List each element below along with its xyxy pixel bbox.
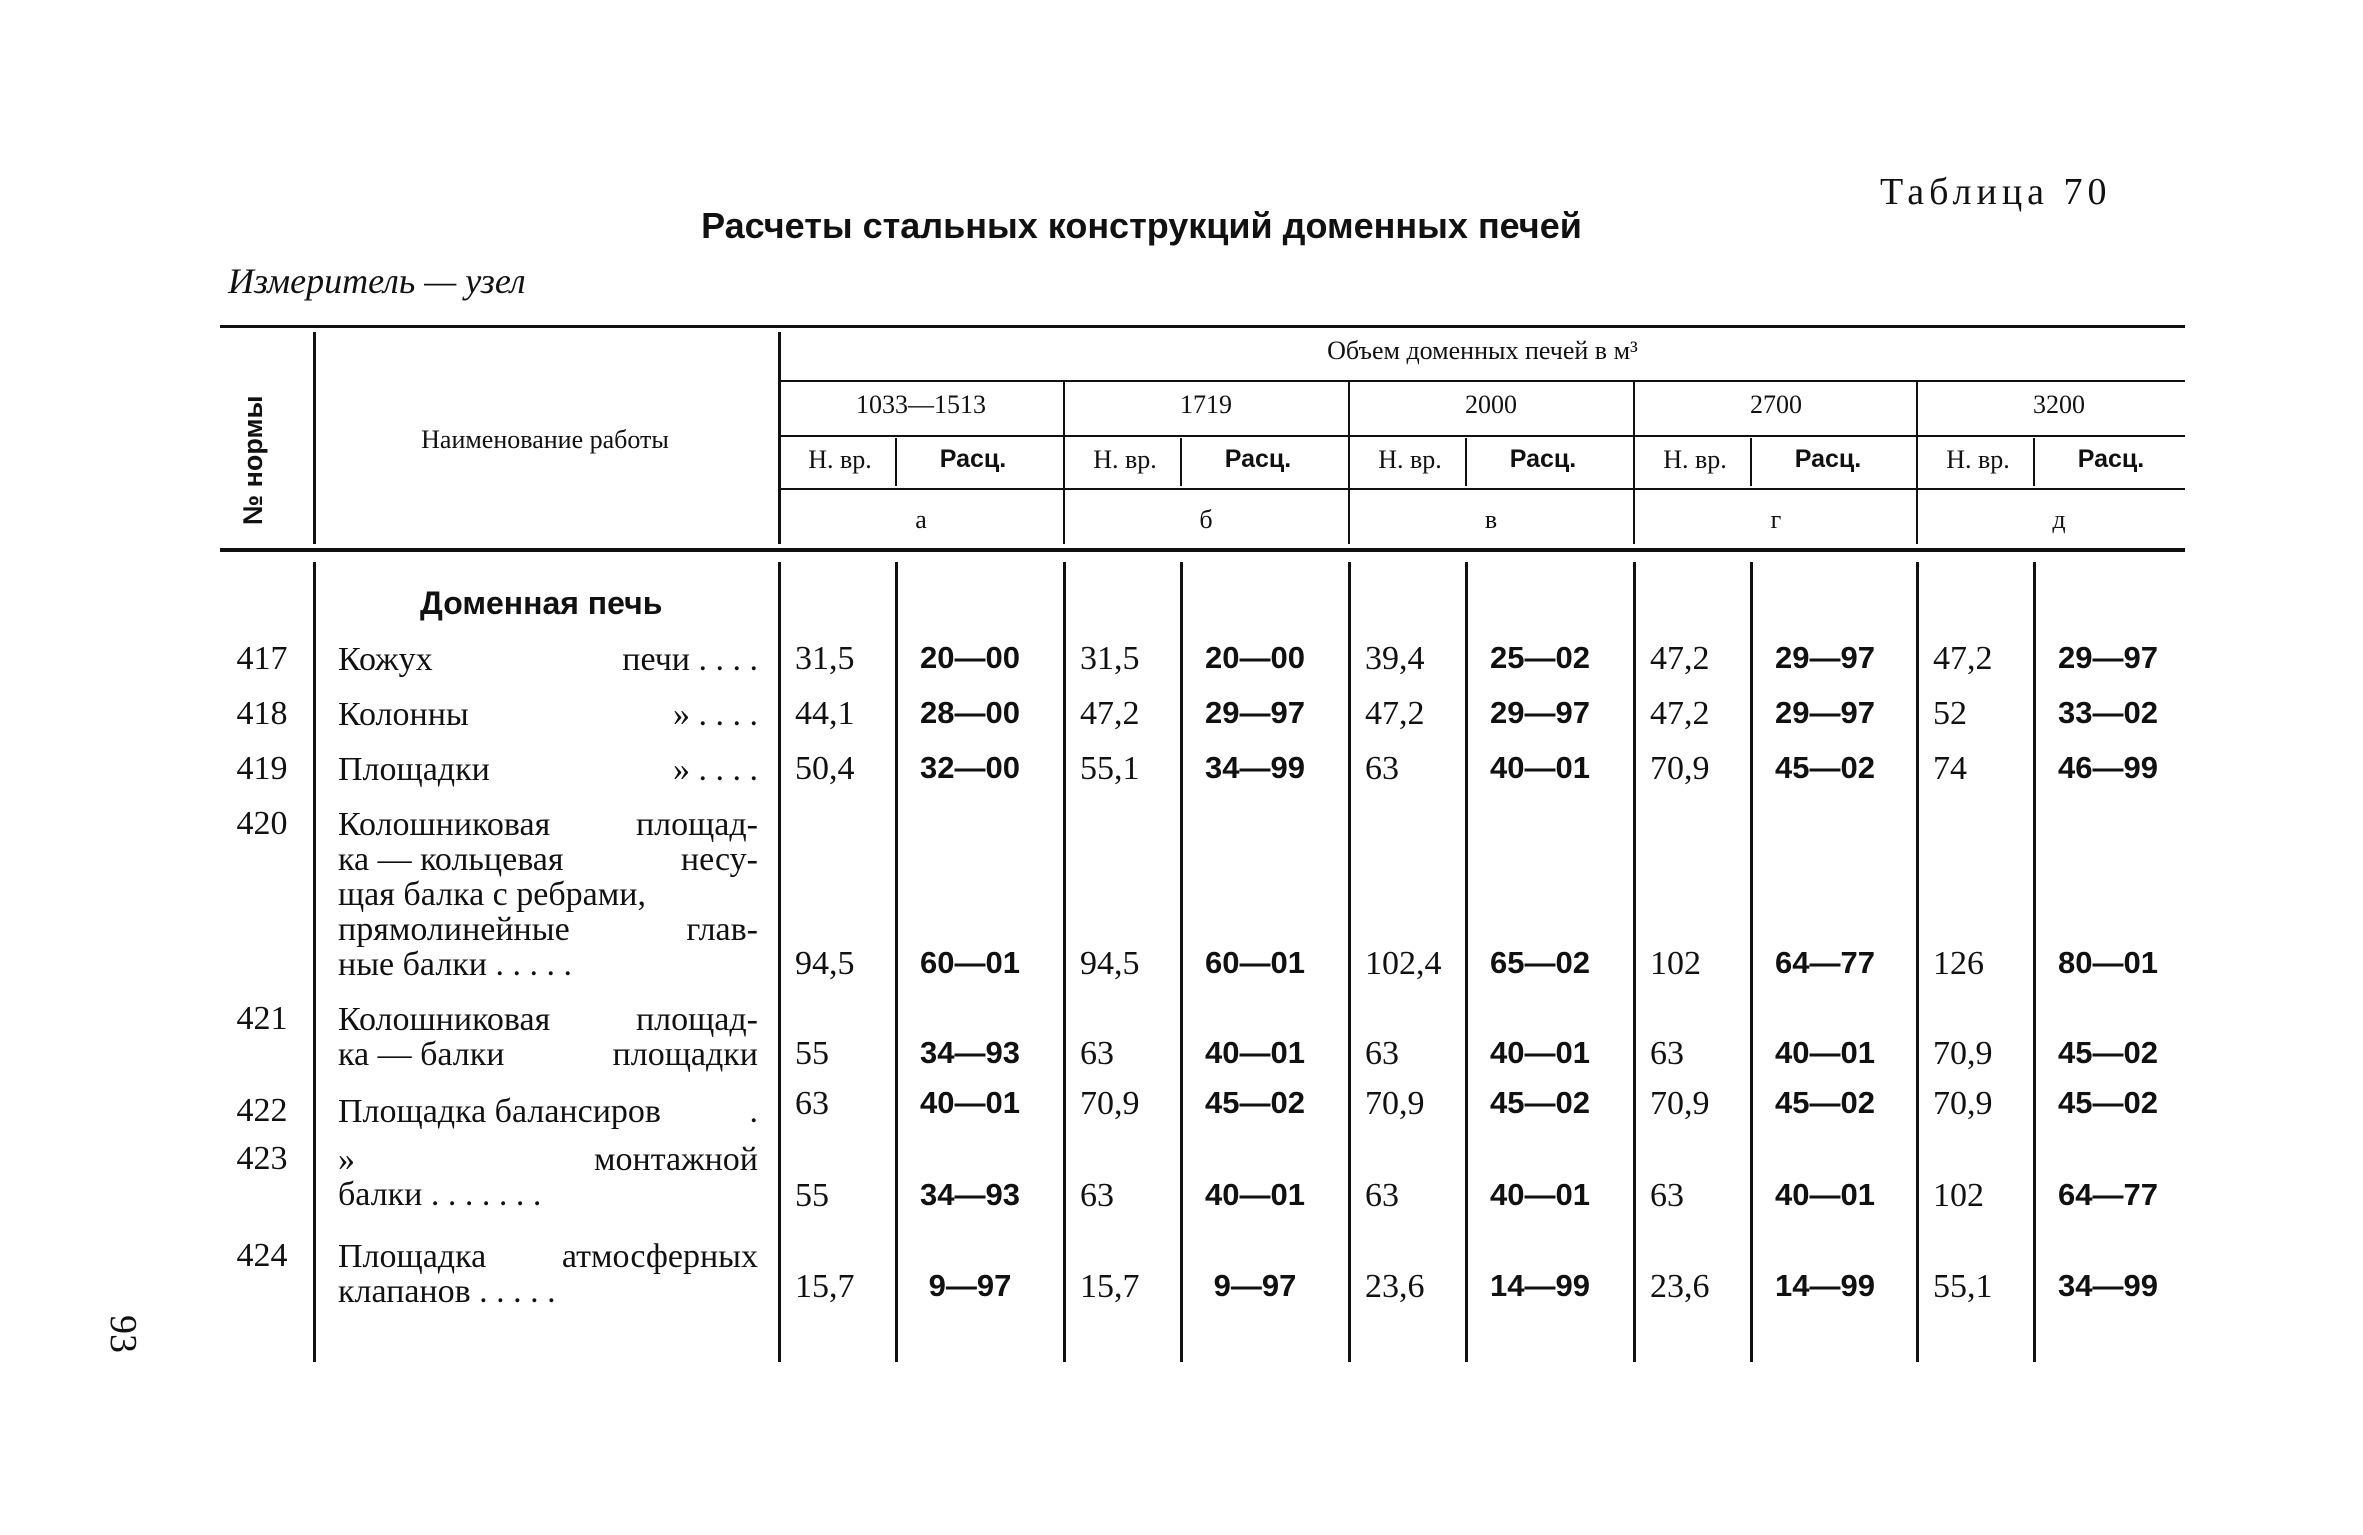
work-name-part: площад- xyxy=(635,806,758,843)
hvr-header: Н. вр. xyxy=(1093,445,1157,474)
time-norm-value: 63 xyxy=(1080,1035,1114,1072)
time-norm-value: 70,9 xyxy=(1080,1085,1140,1122)
hvr-header: Н. вр. xyxy=(1378,445,1442,474)
rate-value: 29—97 xyxy=(1775,640,1875,675)
work-name-part: глав- xyxy=(686,911,758,948)
work-name-line xyxy=(338,1002,758,1037)
time-norm-value: 63 xyxy=(1365,1177,1399,1214)
measure-unit: Измеритель — узел xyxy=(228,261,526,301)
volume-group-header: Объем доменных печей в м³ xyxy=(1327,336,1638,365)
work-name-line xyxy=(338,642,758,677)
work-name xyxy=(338,1002,758,1072)
time-norm-value: 63 xyxy=(1365,1035,1399,1072)
rate-value: 9—97 xyxy=(1213,1268,1297,1303)
work-name-line xyxy=(338,1142,758,1177)
time-norm-value: 55 xyxy=(795,1177,829,1214)
work-name-line xyxy=(338,1037,758,1072)
time-norm-value: 63 xyxy=(1650,1177,1684,1214)
time-norm-value: 31,5 xyxy=(1080,640,1140,677)
time-norm-value: 31,5 xyxy=(795,640,855,677)
norm-column-header: № нормы xyxy=(238,395,268,525)
work-name-part: Колошниковая xyxy=(338,1001,551,1038)
column-letter: а xyxy=(915,505,927,534)
rate-value: 46—99 xyxy=(2058,750,2158,785)
volume-header: 2700 xyxy=(1750,390,1802,419)
time-norm-value: 47,2 xyxy=(1650,695,1710,732)
rate-value: 9—97 xyxy=(928,1268,1012,1303)
time-norm-value: 126 xyxy=(1933,945,1984,982)
rate-value: 60—01 xyxy=(920,945,1020,980)
rate-value: 29—97 xyxy=(1775,695,1875,730)
body-divider-name xyxy=(313,562,316,1362)
work-name-part: клапанов . . . . . xyxy=(338,1273,556,1310)
rate-value: 40—01 xyxy=(1205,1035,1305,1070)
time-norm-value: 44,1 xyxy=(795,695,855,732)
rate-value: 29—97 xyxy=(2058,640,2158,675)
table-label: Таблица 70 xyxy=(1880,171,2112,213)
time-norm-value: 55,1 xyxy=(1933,1268,1993,1305)
rate-value: 45—02 xyxy=(1490,1085,1590,1120)
work-name-line xyxy=(338,1177,758,1212)
time-norm-value: 23,6 xyxy=(1365,1268,1425,1305)
work-name xyxy=(338,1142,758,1212)
group-divider xyxy=(1348,382,1350,544)
work-name xyxy=(338,1094,758,1129)
rate-value: 29—97 xyxy=(1490,695,1590,730)
norm-number: 422 xyxy=(236,1092,288,1129)
work-name-part: площад- xyxy=(635,1001,758,1038)
time-norm-value: 47,2 xyxy=(1365,695,1425,732)
time-norm-value: 70,9 xyxy=(1650,750,1710,787)
time-norm-value: 94,5 xyxy=(1080,945,1140,982)
norm-number: 419 xyxy=(236,750,288,787)
work-name-part: Колонны xyxy=(338,696,469,733)
work-name-part: печи . . . . xyxy=(622,641,758,678)
work-name-line xyxy=(338,1094,758,1129)
rate-value: 34—93 xyxy=(920,1035,1020,1070)
work-name-part: щая балка с ребрами, xyxy=(338,876,646,913)
time-norm-value: 55,1 xyxy=(1080,750,1140,787)
group-divider xyxy=(1633,382,1635,544)
time-norm-value: 52 xyxy=(1933,695,1967,732)
work-name-part: Площадка xyxy=(338,1238,487,1275)
rate-value: 45—02 xyxy=(2058,1085,2158,1120)
time-norm-value: 15,7 xyxy=(1080,1268,1140,1305)
work-name-line xyxy=(338,697,758,732)
time-norm-value: 102 xyxy=(1933,1177,1984,1214)
work-name-part: прямолинейные xyxy=(338,911,570,948)
time-norm-value: 23,6 xyxy=(1650,1268,1710,1305)
time-norm-value: 39,4 xyxy=(1365,640,1425,677)
volume-header: 1719 xyxy=(1180,390,1232,419)
rate-value: 45—02 xyxy=(2058,1035,2158,1070)
subcolumn-divider xyxy=(2033,438,2035,486)
group-rule xyxy=(780,380,2185,382)
rate-value: 34—99 xyxy=(2058,1268,2158,1303)
rasc-header: Расц. xyxy=(1794,445,1862,473)
time-norm-value: 94,5 xyxy=(795,945,855,982)
rate-value: 45—02 xyxy=(1205,1085,1305,1120)
rate-value: 14—99 xyxy=(1490,1268,1590,1303)
work-name-part: Площадки xyxy=(338,751,490,788)
body-group-divider xyxy=(1633,562,1636,1362)
work-name-part: площадки xyxy=(612,1036,758,1073)
work-name-part: ка — балки xyxy=(338,1036,505,1073)
volume-header: 2000 xyxy=(1465,390,1517,419)
time-norm-value: 70,9 xyxy=(1933,1035,1993,1072)
work-name-line xyxy=(338,947,758,982)
norm-number: 417 xyxy=(236,640,288,677)
work-name-line xyxy=(338,877,758,912)
volume-rule xyxy=(780,435,2185,437)
work-name-part: монтажной xyxy=(594,1141,758,1178)
norm-number: 424 xyxy=(236,1237,288,1274)
rate-value: 65—02 xyxy=(1490,945,1590,980)
work-name-part: Колошниковая xyxy=(338,806,551,843)
time-norm-value: 102 xyxy=(1650,945,1701,982)
rate-value: 28—00 xyxy=(920,695,1020,730)
subheader-rule xyxy=(780,488,2185,490)
rate-value: 32—00 xyxy=(920,750,1020,785)
rate-value: 34—99 xyxy=(1205,750,1305,785)
time-norm-value: 50,4 xyxy=(795,750,855,787)
rate-value: 40—01 xyxy=(1490,1035,1590,1070)
work-name-part: атмосферных xyxy=(561,1238,758,1275)
time-norm-value: 70,9 xyxy=(1365,1085,1425,1122)
time-norm-value: 70,9 xyxy=(1650,1085,1710,1122)
body-group-divider xyxy=(1063,562,1066,1362)
work-name-line xyxy=(338,912,758,947)
table-top-rule xyxy=(220,325,2185,328)
rate-value: 25—02 xyxy=(1490,640,1590,675)
work-name xyxy=(338,1239,758,1309)
body-group-divider xyxy=(778,562,781,1362)
subcolumn-divider xyxy=(1180,438,1182,486)
rate-value: 29—97 xyxy=(1205,695,1305,730)
work-name-line xyxy=(338,842,758,877)
rate-value: 34—93 xyxy=(920,1177,1020,1212)
work-name-part: балки . . . . . . . xyxy=(338,1176,542,1213)
hvr-header: Н. вр. xyxy=(808,445,872,474)
time-norm-value: 15,7 xyxy=(795,1268,855,1305)
rate-value: 60—01 xyxy=(1205,945,1305,980)
work-name-part: » . . . . xyxy=(673,751,758,788)
group-divider xyxy=(1063,382,1065,544)
work-name xyxy=(338,642,758,677)
time-norm-value: 63 xyxy=(1650,1035,1684,1072)
name-column-header: Наименование работы xyxy=(421,425,669,454)
work-name-part: ка — кольцевая xyxy=(338,841,564,878)
subcolumn-divider xyxy=(1750,438,1752,486)
volume-header: 3200 xyxy=(2033,390,2085,419)
norm-number: 420 xyxy=(236,805,288,842)
rate-value: 40—01 xyxy=(920,1085,1020,1120)
rasc-header: Расц. xyxy=(939,445,1007,473)
norm-number: 421 xyxy=(236,1000,288,1037)
work-name-line xyxy=(338,807,758,842)
column-letter: д xyxy=(2052,505,2066,534)
rate-value: 45—02 xyxy=(1775,750,1875,785)
rate-value: 45—02 xyxy=(1775,1085,1875,1120)
body-group-divider xyxy=(1348,562,1351,1362)
work-name-part: » xyxy=(338,1141,355,1178)
rate-value: 20—00 xyxy=(920,640,1020,675)
rate-value: 64—77 xyxy=(2058,1177,2158,1212)
work-name-part: ные балки . . . . . xyxy=(338,946,572,983)
volume-header: 1033—1513 xyxy=(856,390,986,419)
page-title: Расчеты стальных конструкций доменных печей xyxy=(701,205,1582,246)
work-name-line xyxy=(338,1239,758,1274)
rate-value: 64—77 xyxy=(1775,945,1875,980)
header-divider-name xyxy=(313,332,316,544)
time-norm-value: 102,4 xyxy=(1365,945,1442,982)
body-group-divider xyxy=(1916,562,1919,1362)
work-name-part: » . . . . xyxy=(673,696,758,733)
work-name-part: Площадка балансиров xyxy=(338,1093,661,1130)
subcolumn-divider xyxy=(895,438,897,486)
work-name xyxy=(338,807,758,982)
rate-value: 40—01 xyxy=(1490,1177,1590,1212)
work-name xyxy=(338,697,758,732)
work-name-line xyxy=(338,752,758,787)
page-number: 93 xyxy=(102,1315,144,1353)
column-letter: г xyxy=(1770,505,1782,534)
time-norm-value: 47,2 xyxy=(1650,640,1710,677)
work-name-part: несу- xyxy=(680,841,758,878)
work-name-part: Кожух xyxy=(338,641,433,678)
work-name xyxy=(338,752,758,787)
rasc-header: Расц. xyxy=(1224,445,1292,473)
norm-number: 418 xyxy=(236,695,288,732)
rate-value: 40—01 xyxy=(1775,1035,1875,1070)
subcolumn-divider xyxy=(1465,438,1467,486)
group-divider xyxy=(1916,382,1918,544)
section-heading: Доменная печь xyxy=(420,585,663,621)
time-norm-value: 63 xyxy=(1080,1177,1114,1214)
work-name-line xyxy=(338,1274,758,1309)
rate-value: 80—01 xyxy=(2058,945,2158,980)
rate-value: 40—01 xyxy=(1490,750,1590,785)
rate-value: 40—01 xyxy=(1205,1177,1305,1212)
hvr-header: Н. вр. xyxy=(1663,445,1727,474)
rate-value: 33—02 xyxy=(2058,695,2158,730)
time-norm-value: 55 xyxy=(795,1035,829,1072)
rate-value: 14—99 xyxy=(1775,1268,1875,1303)
column-letter: в xyxy=(1484,505,1498,534)
time-norm-value: 63 xyxy=(795,1085,829,1122)
time-norm-value: 47,2 xyxy=(1080,695,1140,732)
hvr-header: Н. вр. xyxy=(1946,445,2010,474)
rasc-header: Расц. xyxy=(2077,445,2145,473)
norm-number: 423 xyxy=(236,1140,288,1177)
column-letter: б xyxy=(1199,505,1213,534)
work-name-part: . xyxy=(749,1093,758,1130)
header-bottom-rule xyxy=(220,548,2185,552)
rate-value: 20—00 xyxy=(1205,640,1305,675)
rate-value: 40—01 xyxy=(1775,1177,1875,1212)
time-norm-value: 63 xyxy=(1365,750,1399,787)
time-norm-value: 70,9 xyxy=(1933,1085,1993,1122)
time-norm-value: 47,2 xyxy=(1933,640,1993,677)
time-norm-value: 74 xyxy=(1933,750,1967,787)
rasc-header: Расц. xyxy=(1509,445,1577,473)
